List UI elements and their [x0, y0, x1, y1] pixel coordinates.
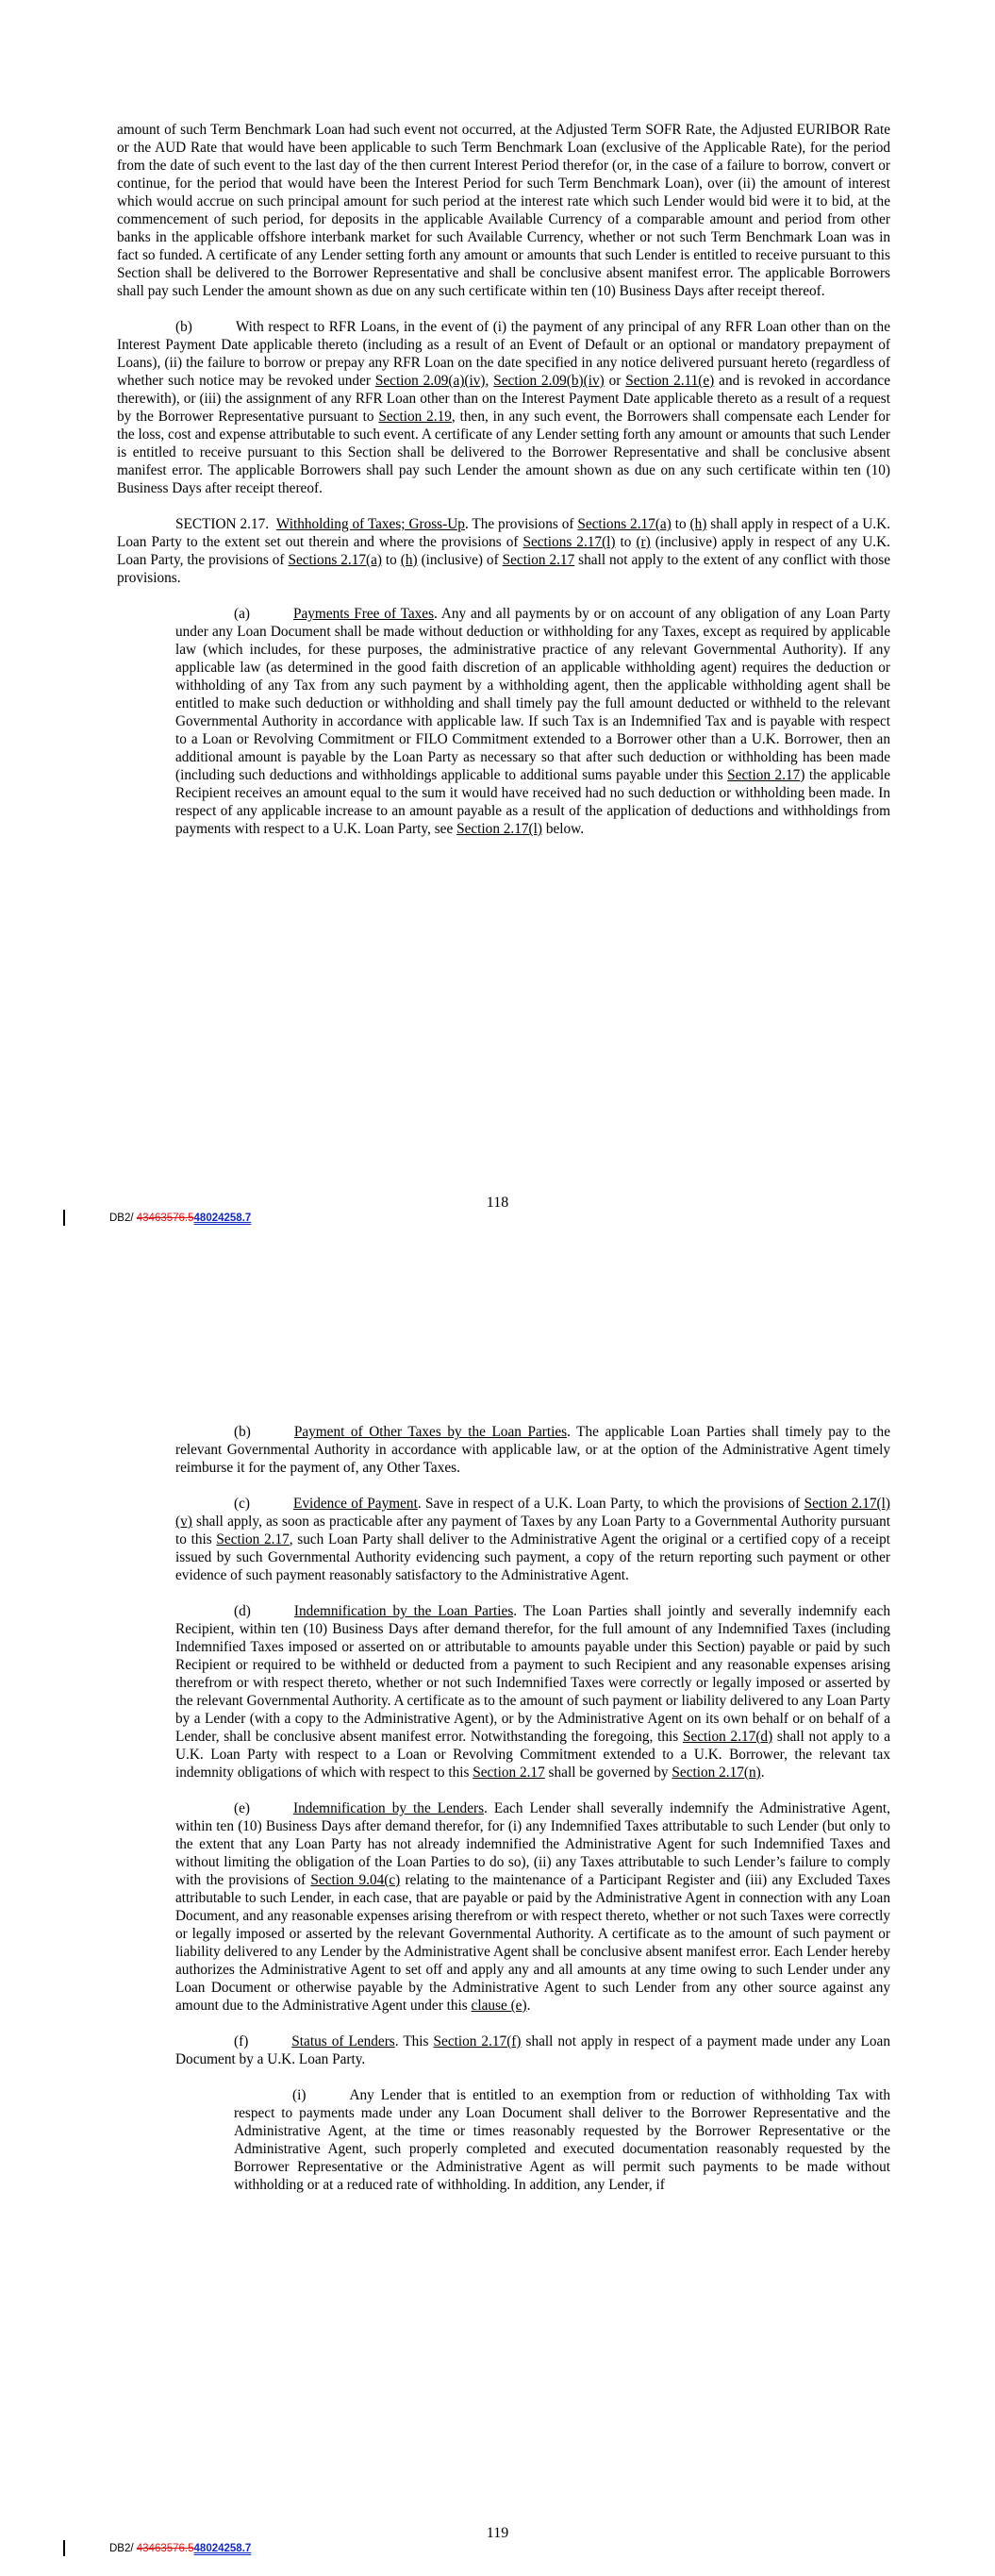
deleted-doc-id: 43463576.5	[136, 2543, 194, 2554]
paragraph-title: Payments Free of Taxes	[292, 606, 435, 622]
xref-link[interactable]: Section 2.17(n)	[672, 1765, 761, 1781]
paragraph-d-indemnification-loan-parties: (d) Indemnification by the Loan Parties. The Loan Parties shall jointly and severally indemnify each Recipient, within ten (10) Business Days after demand therefor, for the full amount of any Indemnified Taxes (including Indemnified Taxes imposed or asserted on or attributable to amounts payable under this Section) payable or paid by such Recipient or required to be withheld or deducted from a payment to such Recipient and any reasonable expenses arising therefrom or with respect thereto, whether or not such Indemnified Taxes were correctly or legally imposed or asserted by the relevant Governmental Authority. A certificate as to the amount of such payment or liability delivered to any Loan Party by a Lender (with a copy to the Administrative Agent), or by the Administrative Agent on its own behalf or on behalf of a Lender, shall be conclusive absent manifest error. Notwithstanding the foregoing, this Section 2.17(d) shall not apply to a U.K. Loan Party with respect to a Loan or Revolving Commitment extended to a U.K. Borrower, the relevant tax indemnity obligations of which with respect to this Section 2.17 shall be governed by Section 2.17(n).	[175, 1603, 890, 1781]
page-number: 118	[486, 1195, 509, 1211]
page-119	[0, 1246, 995, 2576]
xref-link[interactable]: Section 2.17(l)	[456, 821, 542, 837]
xref-link[interactable]: Section 2.17	[216, 1531, 290, 1547]
change-bar	[63, 2540, 65, 2556]
paragraph-title: Status of Lenders	[291, 2033, 395, 2049]
paragraph-c-evidence-of-payment: (c) Evidence of Payment. Save in respect of a U.K. Loan Party, to which the provisions of Section 2.17(l)(v) shall apply, as soon as practicable after any payment of Taxes by any Loan Party to a Governmental Authority pursuant to this Section 2.17, such Loan Party shall deliver to the Administrative Agent the original or a certified copy of a receipt issued by such Governmental Authority evidencing such payment, a copy of the return reporting such payment or other evidence of such payment reasonably satisfactory to the Administrative Agent.	[175, 1496, 890, 1583]
xref-link[interactable]: Section 2.19	[378, 409, 452, 425]
paragraph-continuation: amount of such Term Benchmark Loan had such event not occurred, at the Adjusted Term SOFR Rate, the Adjusted EURIBOR Rate or the AUD Rate that would have been applicable to such Term Benchmark Loan (exclusive of the Applicable Rate), for the period from the date of such event to the last day of the then current Interest Period therefor (or, in the case of a failure to borrow, convert or continue, for the period that would have been the Interest Period for such Term Benchmark Loan), over (ii) the amount of interest which would accrue on such principal amount for such period at the interest rate which such Lender would bid were it to bid, at the commencement of such period, for deposits in the applicable Available Currency of a comparable amount and period from other banks in the applicable offshore interbank market for such Available Currency, whether or not such Term Benchmark Loan was in fact so funded. A certificate of any Lender setting forth any amount or amounts that such Lender is entitled to receive pursuant to this Section shall be delivered to the Borrower Representative and shall be conclusive absent manifest error. The applicable Borrowers shall pay such Lender the amount shown as due on any such certificate within ten (10) Business Days after receipt thereof.	[117, 122, 890, 299]
paragraph-b-other-taxes: (b) Payment of Other Taxes by the Loan Parties. The applicable Loan Parties shall timely pay to the relevant Governmental Authority in accordance with applicable law, or at the option of the Administrative Agent timely reimburse it for the payment of, any Other Taxes.	[175, 1424, 890, 1476]
xref-link[interactable]: Section 2.17	[502, 552, 575, 568]
page-number: 119	[486, 2525, 509, 2541]
xref-link[interactable]: (h)	[400, 552, 418, 568]
paragraph-a-payments-free-of-taxes: (a) Payments Free of Taxes. Any and all payments by or on account of any obligation of any Loan Party under any Loan Document shall be made without deduction or withholding for any Taxes, except as required by applicable law (which includes, for these purposes, the administrative practice of any relevant Governmental Authority). If any applicable law (as determined in the good faith discretion of an applicable withholding agent) requires the deduction or withholding of any Tax from any such payment by a withholding agent, then the applicable withholding agent shall be entitled to make such deduction or withholding and shall timely pay the full amount deducted or withheld to the relevant Governmental Authority in accordance with applicable law. If such Tax is an Indemnified Tax and is payable with respect to a Loan or Revolving Commitment or FILO Commitment extended to a Borrower other than a U.K. Borrower, then an additional amount is payable by the Loan Party as necessary so that after such deduction or withholding has been made (including such deductions and withholdings applicable to additional sums payable under this Section 2.17) the applicable Recipient receives an amount equal to the sum it would have received had no such deduction or withholding been made. In respect of any applicable increase to an amount payable as a result of the application of deductions and withholdings from payments with respect to a U.K. Loan Party, see Section 2.17(l) below.	[175, 606, 891, 837]
deleted-doc-id: 43463576.5	[136, 1213, 194, 1224]
xref-link[interactable]: Section 2.17(f)	[433, 2033, 522, 2049]
section-2-17-heading: SECTION 2.17. Withholding of Taxes; Gross-Up. The provisions of Sections 2.17(a) to (h) shall apply in respect of a U.K. Loan Party to the extent set out therein and where the provisions of Sections 2.17(l) to (r) (inclusive) apply in respect of any U.K. Loan Party, the provisions of Sections 2.17(a) to (h) (inclusive) of Section 2.17 shall not apply to the extent of any conflict with those provisions.	[117, 516, 891, 586]
xref-link[interactable]: Section 2.17	[727, 767, 801, 783]
xref-link[interactable]: (h)	[689, 516, 707, 532]
paragraph-e-indemnification-lenders: (e) Indemnification by the Lenders. Each Lender shall severally indemnify the Administrative Agent, within ten (10) Business Days after demand therefor, for (i) any Indemnified Taxes attributable to such Lender (but only to the extent that any Loan Party has not already indemnified the Administrative Agent for such Indemnified Taxes and without limiting the obligation of the Loan Parties to do so), (ii) any Taxes attributable to such Lender’s failure to comply with the provisions of Section 9.04(c) relating to the maintenance of a Participant Register and (iii) any Excluded Taxes attributable to such Lender, in each case, that are payable or paid by the Administrative Agent in connection with any Loan Document, and any reasonable expenses arising therefrom or with respect thereto, whether or not such Taxes were correctly or legally imposed or asserted by the relevant Governmental Authority. A certificate as to the amount of such payment or liability delivered to any Lender by the Administrative Agent shall be conclusive absent manifest error. Each Lender hereby authorizes the Administrative Agent to set off and apply any and all amounts at any time owing to such Lender under any Loan Document or otherwise payable by the Administrative Agent to such Lender from any other source against any amount due to the Administrative Agent under this clause (e).	[175, 1800, 890, 2014]
inserted-doc-id: 48024258.7	[193, 1213, 252, 1224]
section-number: SECTION 2.17.	[175, 516, 270, 532]
paragraph-title: Indemnification by the Lenders	[292, 1800, 485, 1816]
paragraph-f-status-of-lenders: (f) Status of Lenders. This Section 2.17(f) shall not apply in respect of a payment made under any Loan Document by a U.K. Loan Party.	[175, 2033, 890, 2067]
xref-link[interactable]: Section 2.11(e)	[625, 373, 715, 389]
section-title: Withholding of Taxes; Gross-Up	[275, 516, 465, 532]
paragraph-title: Indemnification by the Loan Parties	[293, 1603, 514, 1619]
xref-link[interactable]: Section 9.04(c)	[310, 1872, 401, 1888]
xref-link[interactable]: Sections 2.17(l)	[522, 534, 616, 550]
page-119-body	[117, 1423, 890, 2212]
change-bar	[63, 1210, 65, 1226]
doc-id-footer: DB2/ 43463576.548024258.7	[109, 1213, 252, 1224]
xref-link[interactable]: Section 2.17(d)	[682, 1729, 773, 1745]
xref-link[interactable]: Sections 2.17(a)	[288, 552, 382, 568]
paragraph-title: Evidence of Payment	[292, 1496, 418, 1512]
doc-id-footer: DB2/ 43463576.548024258.7	[109, 2543, 252, 2554]
xref-link[interactable]: Section 2.09(a)(iv)	[374, 373, 486, 389]
xref-link[interactable]: Sections 2.17(a)	[577, 516, 672, 532]
xref-link[interactable]: clause (e)	[471, 1998, 527, 2014]
xref-link[interactable]: (r)	[636, 534, 651, 550]
xref-link[interactable]: Section 2.17	[473, 1765, 545, 1781]
inserted-doc-id: 48024258.7	[193, 2543, 252, 2554]
page-118-body	[117, 121, 890, 856]
page-118	[0, 0, 995, 1246]
xref-link[interactable]: Section 2.09(b)(iv)	[493, 373, 605, 389]
xref-link[interactable]: Section 2.17(l)(v)	[175, 1496, 890, 1530]
paragraph-i-exemption: (i) Any Lender that is entitled to an exemption from or reduction of withholding Tax with respect to payments made under any Loan Document shall deliver to the Borrower Representative and the Administrative Agent, at the time or times reasonably requested by the Borrower Representative or the Administrative Agent, such properly completed and executed documentation reasonably requested by the Borrower Representative or the Administrative Agent as will permit such payments to be made without withholding or at a reduced rate of withholding. In addition, any Lender, if	[234, 2087, 890, 2193]
paragraph-b-rfr-loans: (b) With respect to RFR Loans, in the event of (i) the payment of any principal of any RFR Loan other than on the Interest Payment Date applicable thereto (including as a result of an Event of Default or an optional or mandatory prepayment of Loans), (ii) the failure to borrow or prepay any RFR Loan on the date specified in any notice delivered pursuant hereto (regardless of whether such notice may be revoked under Section 2.09(a)(iv), Section 2.09(b)(iv) or Section 2.11(e) and is revoked in accordance therewith), or (iii) the assignment of any RFR Loan other than on the Interest Payment Date applicable thereto as a result of a request by the Borrower Representative pursuant to Section 2.19, then, in any such event, the Borrowers shall compensate each Lender for the loss, cost and expense attributable to such event. A certificate of any Lender setting forth any amount or amounts that such Lender is entitled to receive pursuant to this Section shall be delivered to the Borrower Representative and shall be conclusive absent manifest error. The applicable Borrowers shall pay such Lender the amount shown as due on any such certificate within ten (10) Business Days after receipt thereof.	[117, 319, 890, 496]
paragraph-title: Payment of Other Taxes by the Loan Parties	[293, 1424, 568, 1440]
